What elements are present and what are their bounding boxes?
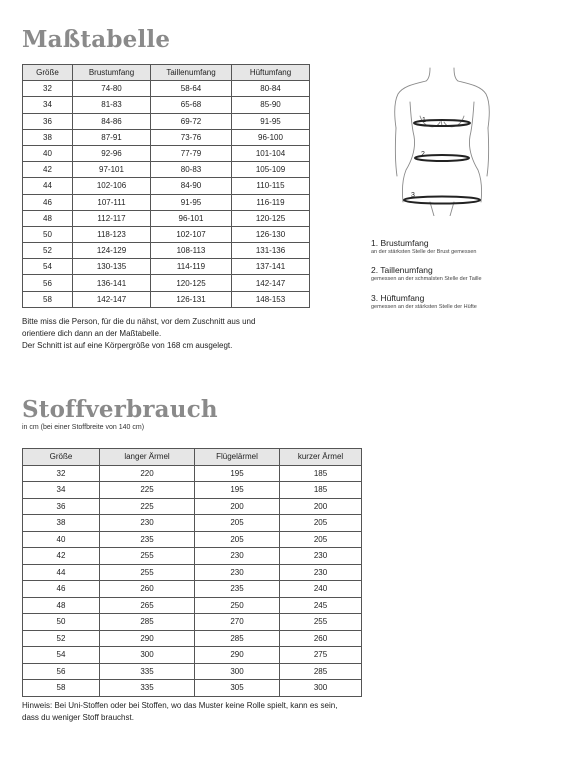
- table-cell: 56: [23, 275, 73, 291]
- table-cell: 44: [23, 178, 73, 194]
- table-cell: 290: [100, 630, 195, 647]
- column-header: Flügelärmel: [195, 449, 280, 466]
- table-cell: 50: [23, 614, 100, 631]
- table-cell: 250: [195, 597, 280, 614]
- table-cell: 91-95: [151, 194, 232, 210]
- table-cell: 84-86: [73, 113, 151, 129]
- table-cell: 58: [23, 291, 73, 307]
- table-cell: 300: [280, 680, 362, 697]
- legend-bust: [371, 238, 476, 255]
- table-cell: 118-123: [73, 226, 151, 242]
- note-line: Bitte miss die Person, für die du nähst, vor dem Zuschnitt aus und: [22, 317, 256, 326]
- table-cell: 255: [100, 564, 195, 581]
- fabric-table: [22, 448, 362, 697]
- table-row: [23, 226, 310, 242]
- table-cell: 48: [23, 597, 100, 614]
- table-cell: 305: [195, 680, 280, 697]
- table-cell: 44: [23, 564, 100, 581]
- table-cell: 102-106: [73, 178, 151, 194]
- table-row: [23, 291, 310, 307]
- table-cell: 107-111: [73, 194, 151, 210]
- marker-2: 2: [421, 151, 425, 158]
- table-row: [23, 482, 362, 499]
- table-cell: 137-141: [232, 259, 310, 275]
- table-row: [23, 81, 310, 97]
- column-header: Größe: [23, 449, 100, 466]
- legend-heading: 2. Taillenumfang: [371, 265, 433, 275]
- table-cell: 230: [280, 548, 362, 565]
- table-cell: 80-83: [151, 162, 232, 178]
- size-chart-table: [22, 64, 310, 308]
- table-cell: 36: [23, 498, 100, 515]
- table-cell: 69-72: [151, 113, 232, 129]
- column-header: Größe: [23, 65, 73, 81]
- table-cell: 54: [23, 647, 100, 664]
- table-header-row: [23, 449, 362, 466]
- table-cell: 240: [280, 581, 362, 598]
- table-cell: 36: [23, 113, 73, 129]
- table-cell: 300: [195, 663, 280, 680]
- table-cell: 335: [100, 680, 195, 697]
- table-cell: 52: [23, 630, 100, 647]
- table-row: [23, 564, 362, 581]
- table-cell: 225: [100, 498, 195, 515]
- table-cell: 290: [195, 647, 280, 664]
- table-cell: 131-136: [232, 243, 310, 259]
- table-cell: 58-64: [151, 81, 232, 97]
- table-cell: 114-119: [151, 259, 232, 275]
- table-cell: 130-135: [73, 259, 151, 275]
- table-row: [23, 581, 362, 598]
- table-cell: 185: [280, 465, 362, 482]
- table-cell: 285: [280, 663, 362, 680]
- table-cell: 205: [280, 515, 362, 532]
- table-row: [23, 614, 362, 631]
- table-row: [23, 680, 362, 697]
- table-cell: 285: [195, 630, 280, 647]
- fabric-subtitle: in cm (bei einer Stoffbreite von 140 cm): [22, 424, 145, 431]
- table-cell: 46: [23, 194, 73, 210]
- table-row: [23, 178, 310, 194]
- column-header: Hüftumfang: [232, 65, 310, 81]
- note-line: Der Schnitt ist auf eine Körpergröße von 168 cm ausgelegt.: [22, 341, 233, 350]
- table-cell: 105-109: [232, 162, 310, 178]
- fabric-note: [22, 700, 337, 724]
- table-cell: 200: [280, 498, 362, 515]
- table-cell: 58: [23, 680, 100, 697]
- table-cell: 230: [195, 564, 280, 581]
- table-row: [23, 145, 310, 161]
- table-row: [23, 531, 362, 548]
- table-cell: 205: [195, 515, 280, 532]
- table-row: [23, 162, 310, 178]
- legend-hip: [371, 293, 477, 310]
- table-cell: 230: [100, 515, 195, 532]
- legend-heading: 1. Brustumfang: [371, 238, 429, 248]
- table-cell: 38: [23, 515, 100, 532]
- table-cell: 81-83: [73, 97, 151, 113]
- table-cell: 120-125: [232, 210, 310, 226]
- table-cell: 32: [23, 465, 100, 482]
- table-cell: 85-90: [232, 97, 310, 113]
- legend-detail: gemessen an der stärksten Stelle der Hüfte: [371, 304, 477, 310]
- table-cell: 96-100: [232, 129, 310, 145]
- table-cell: 126-131: [151, 291, 232, 307]
- table-row: [23, 630, 362, 647]
- column-header: kurzer Ärmel: [280, 449, 362, 466]
- table-cell: 260: [280, 630, 362, 647]
- table-cell: 230: [195, 548, 280, 565]
- legend-detail: gemessen an der schmalsten Stelle der Taille: [371, 276, 482, 282]
- table-cell: 235: [195, 581, 280, 598]
- table-row: [23, 243, 310, 259]
- table-cell: 77-79: [151, 145, 232, 161]
- table-cell: 40: [23, 145, 73, 161]
- table-cell: 110-115: [232, 178, 310, 194]
- table-cell: 260: [100, 581, 195, 598]
- table-cell: 124-129: [73, 243, 151, 259]
- table-cell: 101-104: [232, 145, 310, 161]
- table-cell: 48: [23, 210, 73, 226]
- table-cell: 245: [280, 597, 362, 614]
- table-cell: 205: [280, 531, 362, 548]
- note-line: orientiere dich dann an der Maßtabelle.: [22, 329, 162, 338]
- table-header-row: [23, 65, 310, 81]
- table-row: [23, 113, 310, 129]
- hip-line: [404, 197, 480, 204]
- fabric-title: Stoffverbrauch: [22, 396, 218, 423]
- table-cell: 92-96: [73, 145, 151, 161]
- table-cell: 73-76: [151, 129, 232, 145]
- table-cell: 200: [195, 498, 280, 515]
- legend-detail: an der stärksten Stelle der Brust gemessen: [371, 249, 477, 255]
- marker-3: 3: [411, 192, 415, 199]
- table-cell: 195: [195, 465, 280, 482]
- table-cell: 54: [23, 259, 73, 275]
- table-row: [23, 663, 362, 680]
- table-cell: 255: [100, 548, 195, 565]
- column-header: langer Ärmel: [100, 449, 195, 466]
- table-cell: 38: [23, 129, 73, 145]
- table-cell: 40: [23, 531, 100, 548]
- table-cell: 46: [23, 581, 100, 598]
- table-cell: 142-147: [73, 291, 151, 307]
- table-cell: 56: [23, 663, 100, 680]
- table-cell: 220: [100, 465, 195, 482]
- table-row: [23, 647, 362, 664]
- size-chart-note: [22, 316, 255, 352]
- table-cell: 205: [195, 531, 280, 548]
- column-header: Brustumfang: [73, 65, 151, 81]
- table-cell: 91-95: [232, 113, 310, 129]
- table-row: [23, 465, 362, 482]
- table-cell: 102-107: [151, 226, 232, 242]
- table-cell: 97-101: [73, 162, 151, 178]
- table-cell: 185: [280, 482, 362, 499]
- table-cell: 136-141: [73, 275, 151, 291]
- table-row: [23, 210, 310, 226]
- table-cell: 84-90: [151, 178, 232, 194]
- table-cell: 148-153: [232, 291, 310, 307]
- table-cell: 126-130: [232, 226, 310, 242]
- table-cell: 285: [100, 614, 195, 631]
- table-cell: 34: [23, 482, 100, 499]
- table-cell: 275: [280, 647, 362, 664]
- table-row: [23, 498, 362, 515]
- body-measurement-figure: [390, 66, 495, 216]
- table-row: [23, 129, 310, 145]
- table-row: [23, 275, 310, 291]
- table-cell: 50: [23, 226, 73, 242]
- table-cell: 80-84: [232, 81, 310, 97]
- table-cell: 255: [280, 614, 362, 631]
- table-cell: 65-68: [151, 97, 232, 113]
- table-cell: 32: [23, 81, 73, 97]
- table-cell: 142-147: [232, 275, 310, 291]
- table-row: [23, 515, 362, 532]
- column-header: Taillenumfang: [151, 65, 232, 81]
- table-row: [23, 259, 310, 275]
- table-cell: 230: [280, 564, 362, 581]
- table-row: [23, 548, 362, 565]
- table-cell: 300: [100, 647, 195, 664]
- table-cell: 87-91: [73, 129, 151, 145]
- note-line: Hinweis: Bei Uni-Stoffen oder bei Stoffen, wo das Muster keine Rolle spielt, kann es sein,: [22, 701, 338, 710]
- table-cell: 42: [23, 548, 100, 565]
- table-cell: 52: [23, 243, 73, 259]
- table-row: [23, 97, 310, 113]
- table-cell: 235: [100, 531, 195, 548]
- table-cell: 225: [100, 482, 195, 499]
- table-cell: 195: [195, 482, 280, 499]
- legend-waist: [371, 265, 482, 282]
- table-cell: 74-80: [73, 81, 151, 97]
- table-cell: 42: [23, 162, 73, 178]
- table-cell: 335: [100, 663, 195, 680]
- table-cell: 108-113: [151, 243, 232, 259]
- table-cell: 112-117: [73, 210, 151, 226]
- size-chart-title: Maßtabelle: [22, 26, 171, 53]
- table-cell: 96-101: [151, 210, 232, 226]
- table-cell: 120-125: [151, 275, 232, 291]
- note-line: dass du weniger Stoff brauchst.: [22, 713, 134, 722]
- table-row: [23, 597, 362, 614]
- table-cell: 265: [100, 597, 195, 614]
- table-cell: 270: [195, 614, 280, 631]
- table-row: [23, 194, 310, 210]
- table-cell: 34: [23, 97, 73, 113]
- table-cell: 116-119: [232, 194, 310, 210]
- marker-1: 1: [422, 117, 426, 124]
- legend-heading: 3. Hüftumfang: [371, 293, 425, 303]
